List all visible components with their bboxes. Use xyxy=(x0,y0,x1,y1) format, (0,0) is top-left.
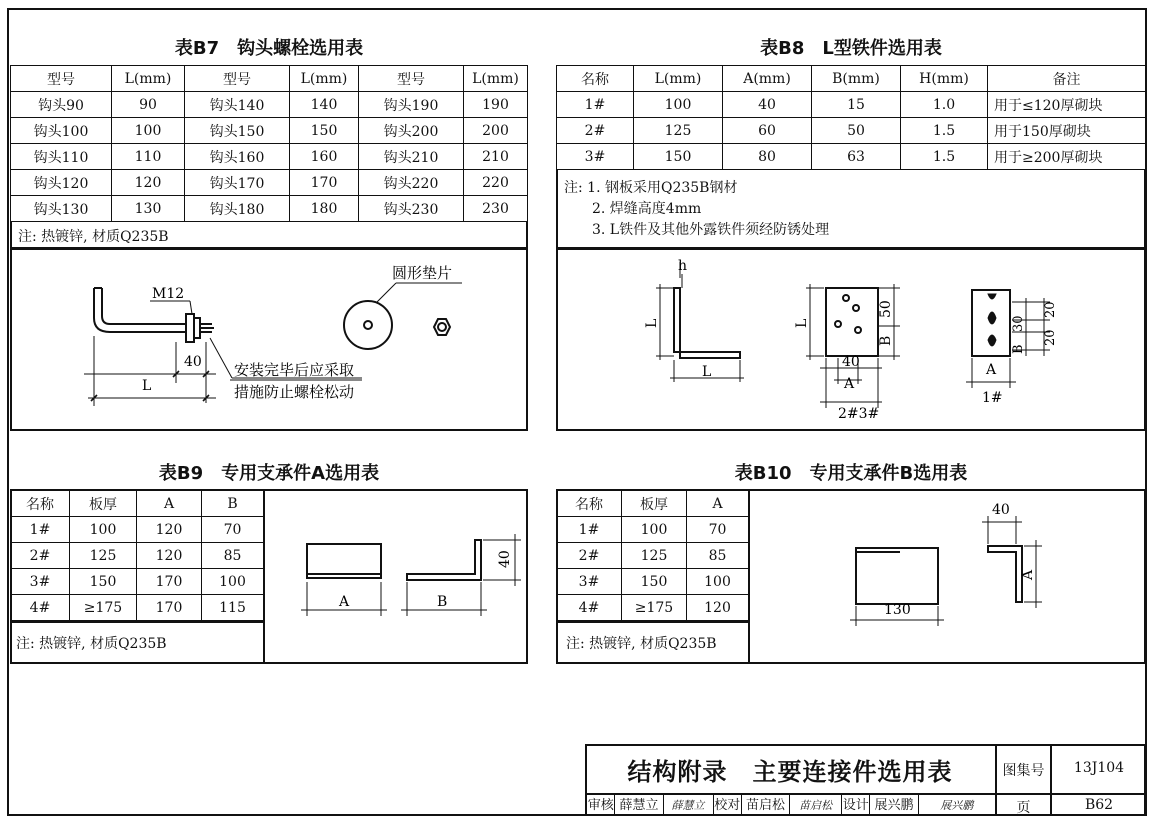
cell: 120 xyxy=(137,543,202,569)
cell: 钩头110 xyxy=(11,144,112,170)
design-label: 设计 xyxy=(842,795,870,816)
cell: 150 xyxy=(622,569,687,595)
b7-header: L(mm) xyxy=(464,66,528,92)
b7-header: L(mm) xyxy=(112,66,185,92)
cell: 钩头160 xyxy=(185,144,290,170)
cell: 钩头100 xyxy=(11,118,112,144)
review-label: 审核 xyxy=(587,795,615,816)
cell: 4# xyxy=(557,595,622,621)
b9-note-line xyxy=(10,621,264,623)
atlas-label: 图集号 xyxy=(1002,763,1045,779)
cell: 200 xyxy=(464,118,528,144)
cell: 125 xyxy=(70,543,137,569)
cell: 120 xyxy=(137,517,202,543)
b10-note: 注: 热镀锌, 材质Q235B xyxy=(566,636,717,652)
page-number: B62 xyxy=(1084,797,1114,813)
b8-title: 表B8 L型铁件选用表 xyxy=(760,38,942,59)
install-note-1: 安装完毕后应采取 xyxy=(234,361,355,379)
b7-title: 表B7 钩头螺栓选用表 xyxy=(174,38,364,59)
cell: 100 xyxy=(687,569,749,595)
page-label: 页 xyxy=(1016,800,1031,816)
cell: 钩头130 xyxy=(11,196,112,222)
dim-40-label: 40 xyxy=(842,354,860,370)
b10-header: 名称 xyxy=(557,491,622,517)
cell: 钩头170 xyxy=(185,170,290,196)
dim-B-label: B xyxy=(437,594,448,610)
b7-header: 型号 xyxy=(11,66,112,92)
cell: 钩头200 xyxy=(359,118,464,144)
checker-signature: 苗启松 xyxy=(790,795,842,816)
cell: 15 xyxy=(812,92,901,118)
dim-50-label: 50 xyxy=(878,300,894,318)
dim-B2-label: B xyxy=(1011,344,1026,354)
cell: 100 xyxy=(112,118,185,144)
table-row xyxy=(557,92,1146,118)
b8-header: L(mm) xyxy=(634,66,723,92)
cell: 4# xyxy=(11,595,70,621)
support-b-figure xyxy=(750,490,1144,662)
cell: 用于150厚砌块 xyxy=(988,118,1146,144)
b8-header: A(mm) xyxy=(723,66,812,92)
hook-bolt-figure xyxy=(10,248,528,431)
dim-40-label: 40 xyxy=(992,502,1010,518)
cell: 85 xyxy=(687,543,749,569)
cell: 1.5 xyxy=(901,118,988,144)
b7-header: 型号 xyxy=(359,66,464,92)
b9-header: 板厚 xyxy=(70,491,137,517)
b10-header: A xyxy=(687,491,749,517)
cell: 40 xyxy=(723,92,812,118)
cell: 220 xyxy=(464,170,528,196)
cell: 85 xyxy=(202,543,264,569)
signature-row xyxy=(587,795,995,816)
install-note-2: 措施防止螺栓松动 xyxy=(234,383,355,401)
cell: 用于≥200厚砌块 xyxy=(988,144,1146,170)
b7-table xyxy=(10,65,528,222)
cell: 1.5 xyxy=(901,144,988,170)
b9-header: B xyxy=(202,491,264,517)
b8-note-2: 2. 焊缝高度4mm xyxy=(592,201,702,217)
cell: 70 xyxy=(687,517,749,543)
cell: 210 xyxy=(464,144,528,170)
cell: 用于≤120厚砌块 xyxy=(988,92,1146,118)
cell: 2# xyxy=(11,543,70,569)
dim-h-label: h xyxy=(678,258,688,274)
table-row xyxy=(11,196,528,222)
cell: 190 xyxy=(464,92,528,118)
b8-header: 备注 xyxy=(988,66,1146,92)
b9-note: 注: 热镀锌, 材质Q235B xyxy=(16,636,167,652)
b9-header: 名称 xyxy=(11,491,70,517)
b9-header: A xyxy=(137,491,202,517)
b7-header: 型号 xyxy=(185,66,290,92)
drawing-main-title: 结构附录 主要连接件选用表 xyxy=(627,758,953,786)
cell: 100 xyxy=(202,569,264,595)
l-iron-figure xyxy=(556,248,1144,431)
b8-header: H(mm) xyxy=(901,66,988,92)
washer-label: 圆形垫片 xyxy=(392,264,453,282)
cell: 钩头120 xyxy=(11,170,112,196)
cell: 150 xyxy=(634,144,723,170)
dim-30-label: 30 xyxy=(1011,315,1026,332)
cell: 63 xyxy=(812,144,901,170)
dim-L-label: L xyxy=(142,378,152,394)
cell: 130 xyxy=(112,196,185,222)
dim-130-label: 130 xyxy=(884,602,911,618)
cell: 100 xyxy=(70,517,137,543)
dim-A2-label: A xyxy=(986,362,997,378)
b10-note-line xyxy=(556,621,749,623)
cell: 钩头90 xyxy=(11,92,112,118)
dim-20b-label: 20 xyxy=(1043,329,1058,346)
dim-L-horiz-label: L xyxy=(702,364,712,380)
cell: 钩头230 xyxy=(359,196,464,222)
cell: 钩头140 xyxy=(185,92,290,118)
b10-header: 板厚 xyxy=(622,491,687,517)
cell: 钩头220 xyxy=(359,170,464,196)
cell: 125 xyxy=(634,118,723,144)
support-a-figure xyxy=(265,490,527,662)
b7-header: L(mm) xyxy=(290,66,359,92)
cell: 3# xyxy=(557,144,634,170)
cell: 2# xyxy=(557,543,622,569)
cell: 50 xyxy=(812,118,901,144)
dim-A-label: A xyxy=(844,376,855,392)
dim-40-label: 40 xyxy=(497,550,513,568)
type-2-3-label: 2#3# xyxy=(838,406,880,422)
b8-note-1: 注: 1. 钢板采用Q235B钢材 xyxy=(564,180,738,196)
designer-name: 展兴鹏 xyxy=(870,795,918,816)
cell: 1# xyxy=(11,517,70,543)
cell: 80 xyxy=(723,144,812,170)
cell: 钩头190 xyxy=(359,92,464,118)
dim-A-label: A xyxy=(1020,569,1036,580)
cell: 1# xyxy=(557,517,622,543)
cell: 125 xyxy=(622,543,687,569)
cell: 100 xyxy=(622,517,687,543)
cell: 100 xyxy=(634,92,723,118)
cell: 160 xyxy=(290,144,359,170)
cell: 230 xyxy=(464,196,528,222)
check-label: 校对 xyxy=(714,795,742,816)
reviewer-name: 薛慧立 xyxy=(615,795,663,816)
table-row xyxy=(557,118,1146,144)
cell: 180 xyxy=(290,196,359,222)
cell: 90 xyxy=(112,92,185,118)
dim-A-label: A xyxy=(339,594,350,610)
reviewer-signature: 薛慧立 xyxy=(664,795,714,816)
checker-name: 苗启松 xyxy=(742,795,790,816)
atlas-number: 13J104 xyxy=(1073,760,1125,776)
b8-header: B(mm) xyxy=(812,66,901,92)
cell: 3# xyxy=(557,569,622,595)
dim-L-plate-label: L xyxy=(794,318,810,328)
cell: 170 xyxy=(290,170,359,196)
b9-title: 表B9 专用支承件A选用表 xyxy=(158,463,380,484)
cell: 150 xyxy=(70,569,137,595)
cell: 120 xyxy=(687,595,749,621)
type-1-label: 1# xyxy=(982,390,1003,406)
dim-L-vert-label: L xyxy=(644,318,660,328)
cell: 170 xyxy=(137,595,202,621)
cell: 3# xyxy=(11,569,70,595)
dim-20a-label: 20 xyxy=(1043,301,1058,318)
cell: 115 xyxy=(202,595,264,621)
table-row xyxy=(11,118,528,144)
b8-header: 名称 xyxy=(557,66,634,92)
b8-note-3: 3. L铁件及其他外露铁件须经防锈处理 xyxy=(592,222,830,238)
cell: 1.0 xyxy=(901,92,988,118)
dim-B-label: B xyxy=(878,335,894,346)
b8-table xyxy=(556,65,1146,170)
b10-title: 表B10 专用支承件B选用表 xyxy=(734,463,968,484)
cell: 70 xyxy=(202,517,264,543)
cell: 140 xyxy=(290,92,359,118)
cell: 钩头210 xyxy=(359,144,464,170)
table-row xyxy=(557,144,1146,170)
cell: 钩头150 xyxy=(185,118,290,144)
cell: 60 xyxy=(723,118,812,144)
designer-signature: 展兴鹏 xyxy=(940,799,974,812)
cell: ≥175 xyxy=(70,595,137,621)
cell: 170 xyxy=(137,569,202,595)
table-row xyxy=(11,92,528,118)
cell: 150 xyxy=(290,118,359,144)
cell: 钩头180 xyxy=(185,196,290,222)
cell: 110 xyxy=(112,144,185,170)
table-row xyxy=(11,170,528,196)
dim-40-label: 40 xyxy=(184,354,202,370)
table-row xyxy=(11,144,528,170)
cell: 2# xyxy=(557,118,634,144)
b7-note: 注: 热镀锌, 材质Q235B xyxy=(18,229,169,245)
cell: 120 xyxy=(112,170,185,196)
cell: ≥175 xyxy=(622,595,687,621)
cell: 1# xyxy=(557,92,634,118)
m12-label: M12 xyxy=(152,286,185,302)
